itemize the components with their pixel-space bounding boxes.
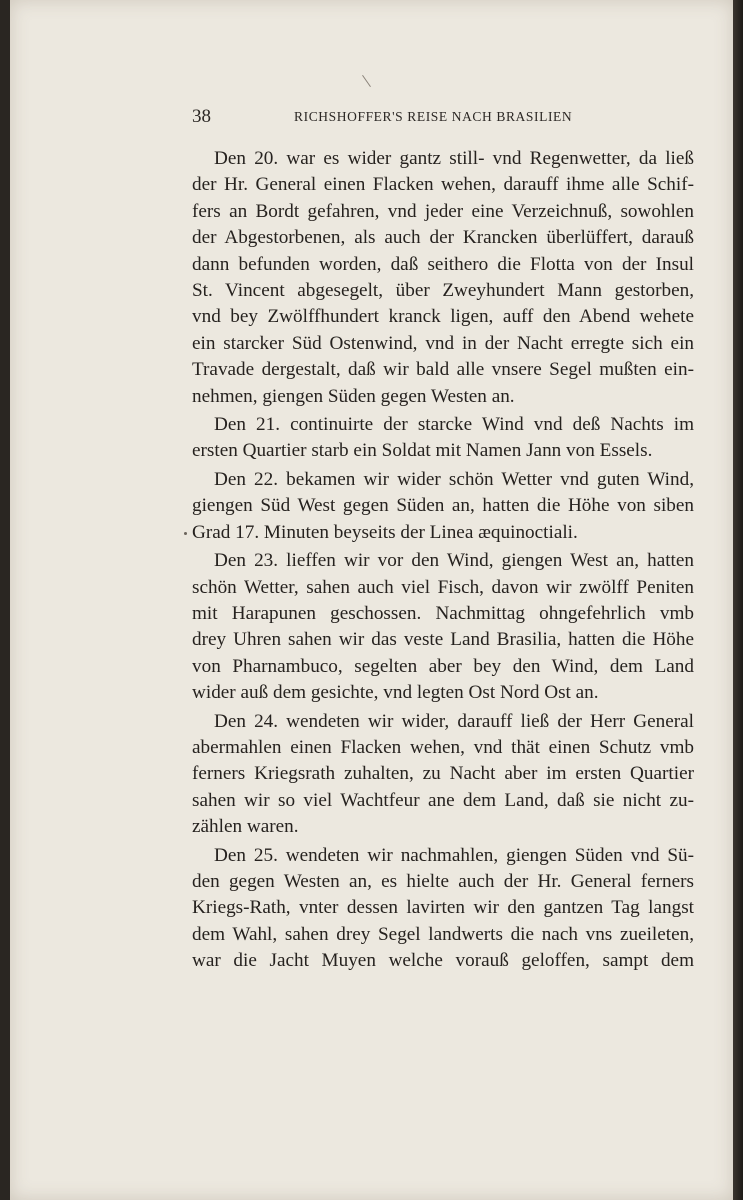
text-line: Kriegs-Rath, vnter dessen lavirten wir den gantzen Tag langst xyxy=(192,897,694,919)
text-line: Den 21. continuirte der starcke Wind vnd deß Nachts im xyxy=(214,414,694,436)
text-line: Den 22. bekamen wir wider schön Wetter vnd guten Wind, xyxy=(214,468,694,490)
paragraph xyxy=(192,843,694,975)
text-line: Travade dergestalt, daß wir bald alle vnsere Segel mußten ein- xyxy=(192,359,694,381)
text-line: den gegen Westen an, es hielte auch der Hr. General ferners xyxy=(192,870,694,892)
text-line: dem Wahl, sahen drey Segel landwerts die nach vns zueileten, xyxy=(192,923,694,945)
text-line: Den 20. war es wider gantz still- vnd Regenwetter, da ließ xyxy=(214,148,694,169)
text-line: abermahlen einen Flacken wehen, vnd thät einen Schutz vmb xyxy=(192,736,694,758)
paragraph xyxy=(192,709,694,841)
margin-dot xyxy=(184,532,187,535)
text-line: der Abgestorbenen, als auch der Krancken überlüffert, darauß xyxy=(192,227,694,249)
book-page xyxy=(10,0,733,1200)
text-line: zählen waren. xyxy=(192,816,299,838)
page-edge xyxy=(733,0,743,1200)
text-line: ein starcker Süd Ostenwind, vnd in der Nacht erregte sich ein xyxy=(192,332,694,354)
text-line: sahen wir so viel Wachtfeur ane dem Land, daß sie nicht zu- xyxy=(192,789,694,811)
text-line: drey Uhren sahen wir das veste Land Brasilia, hatten die Höhe xyxy=(192,629,694,651)
text-line: dann befunden worden, daß seithero die Flotta von der Insul xyxy=(192,253,694,275)
body-text xyxy=(192,146,694,977)
text-line: vnd bey Zwölffhundert kranck ligen, auff den Abend wehete xyxy=(192,306,694,328)
text-line: mit Harapunen geschossen. Nachmittag ohngefehrlich vmb xyxy=(192,602,694,624)
text-line: ferners Kriegsrath zuhalten, zu Nacht aber im ersten Quartier xyxy=(192,763,694,785)
text-line: der Hr. General einen Flacken wehen, darauff ihme alle Schif- xyxy=(192,174,694,196)
page-mark xyxy=(362,75,371,87)
text-line: giengen Süd West gegen Süden an, hatten die Höhe von siben xyxy=(192,495,694,517)
paragraph xyxy=(192,412,694,465)
text-line: Den 24. wendeten wir wider, darauff ließ der Herr General xyxy=(214,710,694,732)
paragraph xyxy=(192,548,694,706)
text-line: war die Jacht Muyen welche vorauß geloffen, sampt dem xyxy=(192,950,694,972)
text-line: ersten Quartier starb ein Soldat mit Namen Jann von Essels. xyxy=(192,440,653,462)
text-line: Den 23. lieffen wir vor den Wind, giengen West an, hatten xyxy=(214,550,694,572)
paragraph xyxy=(192,467,694,546)
text-line: von Pharnambuco, segelten aber bey den Wind, dem Land xyxy=(192,655,694,677)
text-line: Den 25. wendeten wir nachmahlen, giengen Süden vnd Sü- xyxy=(214,844,694,866)
text-line: schön Wetter, sahen auch viel Fisch, davon wir zwölff Peniten xyxy=(192,576,694,598)
text-line: nehmen, giengen Süden gegen Westen an. xyxy=(192,385,515,407)
text-line: wider auß dem gesichte, vnd legten Ost Nord Ost an. xyxy=(192,682,599,704)
page-header xyxy=(192,106,612,130)
text-line: fers an Bordt gefahren, vnd jeder eine Verzeichnuß, sowohlen xyxy=(192,200,694,222)
page-number: 38 xyxy=(192,106,211,127)
paragraph xyxy=(192,146,694,410)
text-line: St. Vincent abgesegelt, über Zweyhundert Mann gestorben, xyxy=(192,280,694,302)
text-line: Grad 17. Minuten beyseits der Linea æquinoctiali. xyxy=(192,521,578,543)
running-title: RICHSHOFFER'S REISE NACH BRASILIEN xyxy=(294,109,573,124)
